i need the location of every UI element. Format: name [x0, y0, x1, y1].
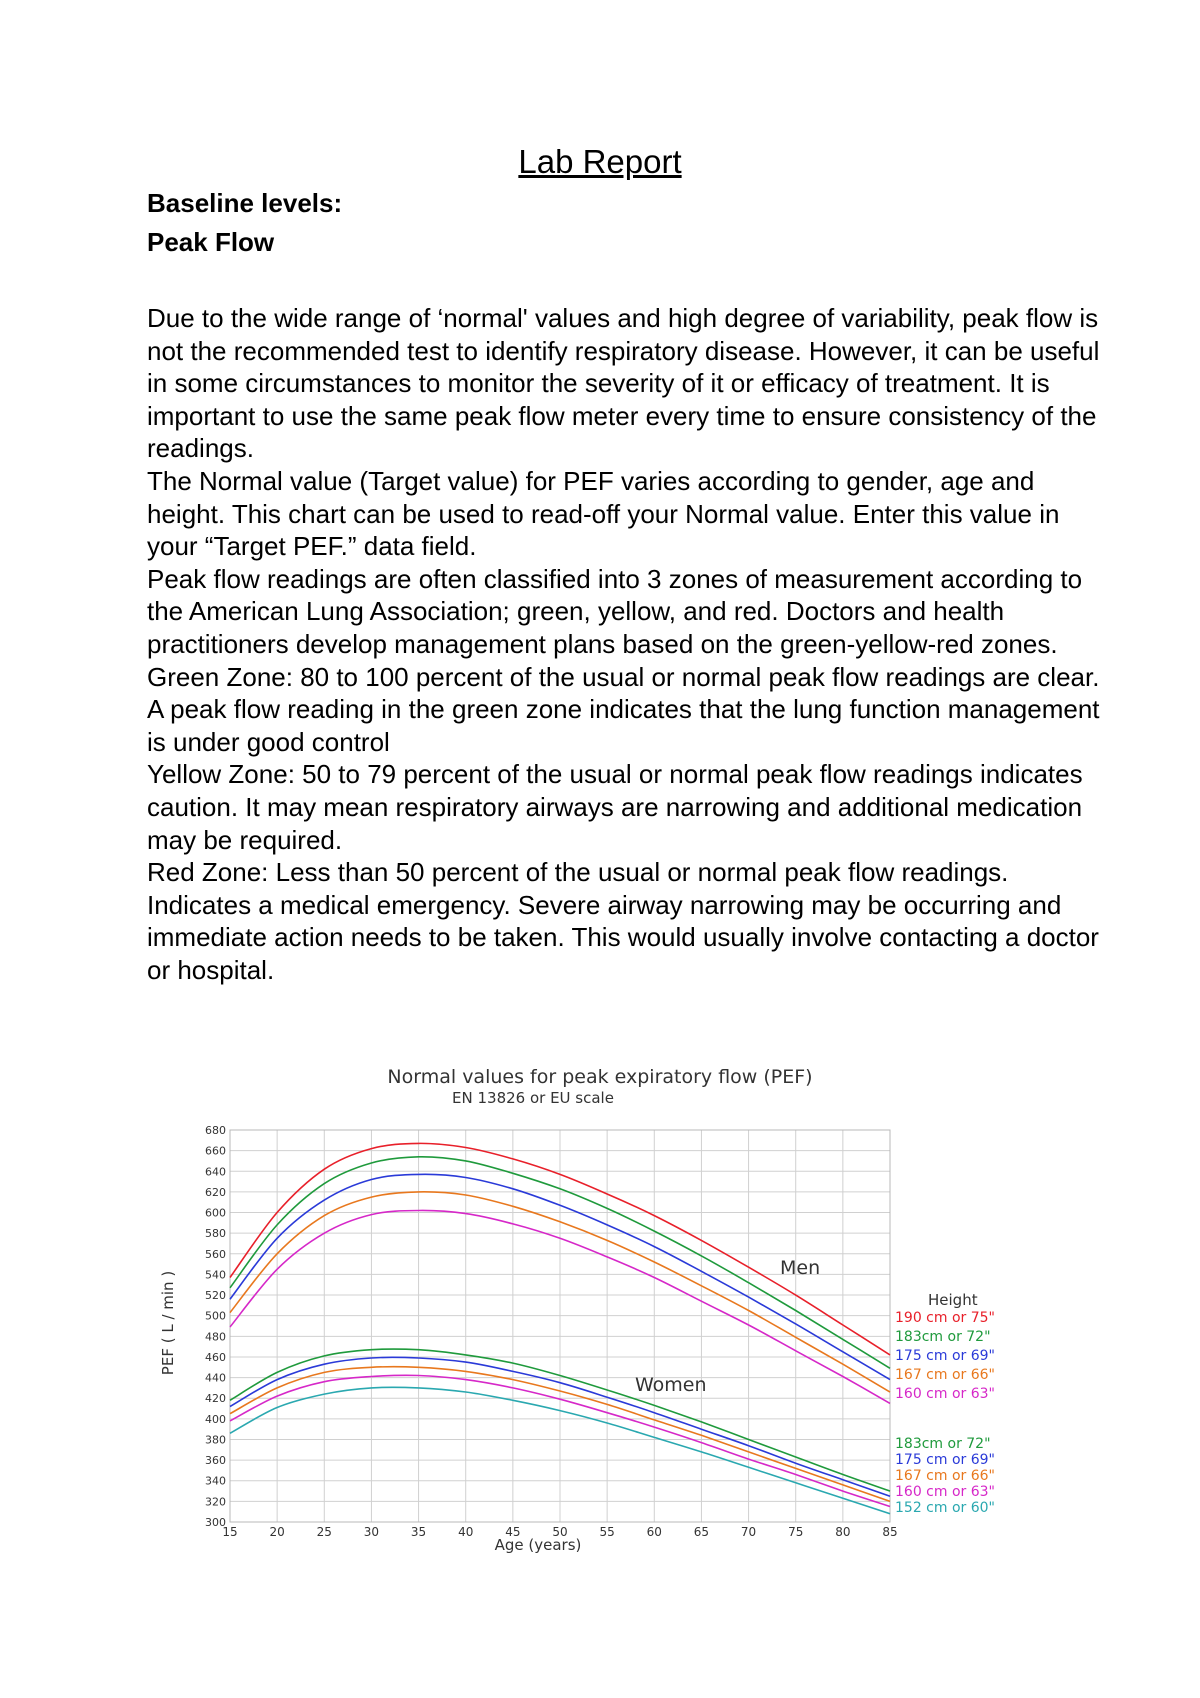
x-tick-label: 50: [552, 1525, 568, 1539]
x-tick-label: 25: [316, 1525, 332, 1539]
group-label-men: Men: [780, 1257, 821, 1279]
x-tick-label: 60: [646, 1525, 662, 1539]
x-tick-label: 35: [410, 1525, 427, 1539]
legend-item-men: 183cm or 72": [895, 1329, 991, 1345]
legend-item-women: 183cm or 72": [895, 1436, 991, 1452]
group-label-women: Women: [635, 1374, 707, 1396]
section-heading-peak-flow: Peak Flow: [147, 227, 275, 257]
y-tick-label: 360: [205, 1454, 226, 1468]
y-tick-label: 340: [205, 1474, 226, 1488]
y-tick-label: 620: [205, 1185, 226, 1199]
chart-legend: [895, 1310, 995, 1516]
x-tick-label: 75: [788, 1525, 804, 1539]
y-tick-label: 580: [205, 1227, 226, 1241]
y-tick-label: 540: [205, 1268, 226, 1282]
y-tick-label: 500: [205, 1309, 226, 1323]
y-tick-label: 660: [205, 1144, 226, 1158]
y-tick-label: 680: [205, 1124, 226, 1137]
pef-chart: [150, 1058, 1070, 1558]
x-tick-label: 80: [835, 1525, 851, 1539]
x-tick-label: 55: [599, 1525, 615, 1539]
y-axis-label: PEF ( L / min ): [159, 1270, 177, 1376]
y-tick-label: 380: [205, 1433, 226, 1447]
y-tick-label: 400: [205, 1412, 226, 1426]
y-tick-label: 320: [205, 1495, 226, 1509]
y-tick-label: 600: [205, 1206, 226, 1220]
paragraph-zones: Peak flow readings are often classified into 3 zones of measurement according to the American Lung Association; green, yellow, and red. Doctors and health practitioners develop management plans based on the green-yellow-red zones.: [147, 563, 1083, 659]
paragraph-intro: Due to the wide range of ‘normal' values and high degree of variability, peak flow is not the recommended test to identify respiratory disease. However, it can be useful in some circumstances to monitor the severity of it or efficacy of treatment. It is important to use the same peak flow meter every time to ensure consistency of the readings.: [147, 303, 1100, 464]
body-text: [147, 302, 1107, 986]
paragraph-green-zone: Green Zone: 80 to 100 percent of the usual or normal peak flow readings are clear. A peak flow reading in the green zone indicates that the lung function management is under good control: [147, 661, 1100, 757]
x-tick-label: 85: [882, 1525, 898, 1539]
legend-item-women: 160 cm or 63": [895, 1484, 995, 1500]
y-tick-label: 420: [205, 1392, 226, 1406]
y-tick-label: 300: [205, 1516, 226, 1529]
paragraph-normal-value: The Normal value (Target value) for PEF varies according to gender, age and height. This chart can be used to read-off your Normal value. Enter this value in your “Target PEF.” data field.: [147, 465, 1060, 562]
paragraph-red-zone: Red Zone: Less than 50 percent of the usual or normal peak flow readings. Indicates a medical emergency. Severe airway narrowing may be occurring and immediate action needs to be taken. This would usually involve contacting a doctor or hospital.: [147, 857, 1099, 985]
page-title: Lab Report: [518, 143, 682, 180]
y-tick-label: 520: [205, 1289, 226, 1303]
legend-item-men: 167 cm or 66": [895, 1367, 995, 1383]
x-tick-label: 65: [693, 1525, 710, 1539]
legend-item-men: 175 cm or 69": [895, 1348, 995, 1364]
legend-item-men: 190 cm or 75": [895, 1310, 995, 1326]
section-heading-baseline: Baseline levels:: [147, 188, 343, 218]
legend-item-women: 167 cm or 66": [895, 1468, 995, 1484]
x-tick-label: 20: [269, 1525, 285, 1539]
x-tick-label: 70: [740, 1525, 757, 1539]
x-tick-label: 40: [458, 1525, 474, 1539]
x-tick-label: 15: [222, 1525, 238, 1539]
x-tick-label: 30: [363, 1525, 380, 1539]
paragraph-yellow-zone: Yellow Zone: 50 to 79 percent of the usual or normal peak flow readings indicates caution. It may mean respiratory airways are narrowing and additional medication may be required.: [147, 759, 1083, 855]
y-tick-label: 460: [205, 1350, 226, 1364]
y-tick-label: 440: [205, 1371, 226, 1385]
legend-item-women: 175 cm or 69": [895, 1452, 995, 1468]
legend-title: Height: [928, 1291, 978, 1309]
x-tick-label: 45: [505, 1525, 521, 1539]
legend-item-men: 160 cm or 63": [895, 1386, 995, 1402]
y-tick-label: 640: [205, 1165, 226, 1179]
y-tick-label: 480: [205, 1330, 226, 1344]
y-tick-label: 560: [205, 1247, 226, 1261]
chart-subtitle: EN 13826 or EU scale: [452, 1089, 614, 1107]
chart-title: Normal values for peak expiratory flow (PEF): [387, 1066, 813, 1088]
x-axis-label: Age (years): [494, 1536, 582, 1554]
legend-item-women: 152 cm or 60": [895, 1500, 995, 1516]
